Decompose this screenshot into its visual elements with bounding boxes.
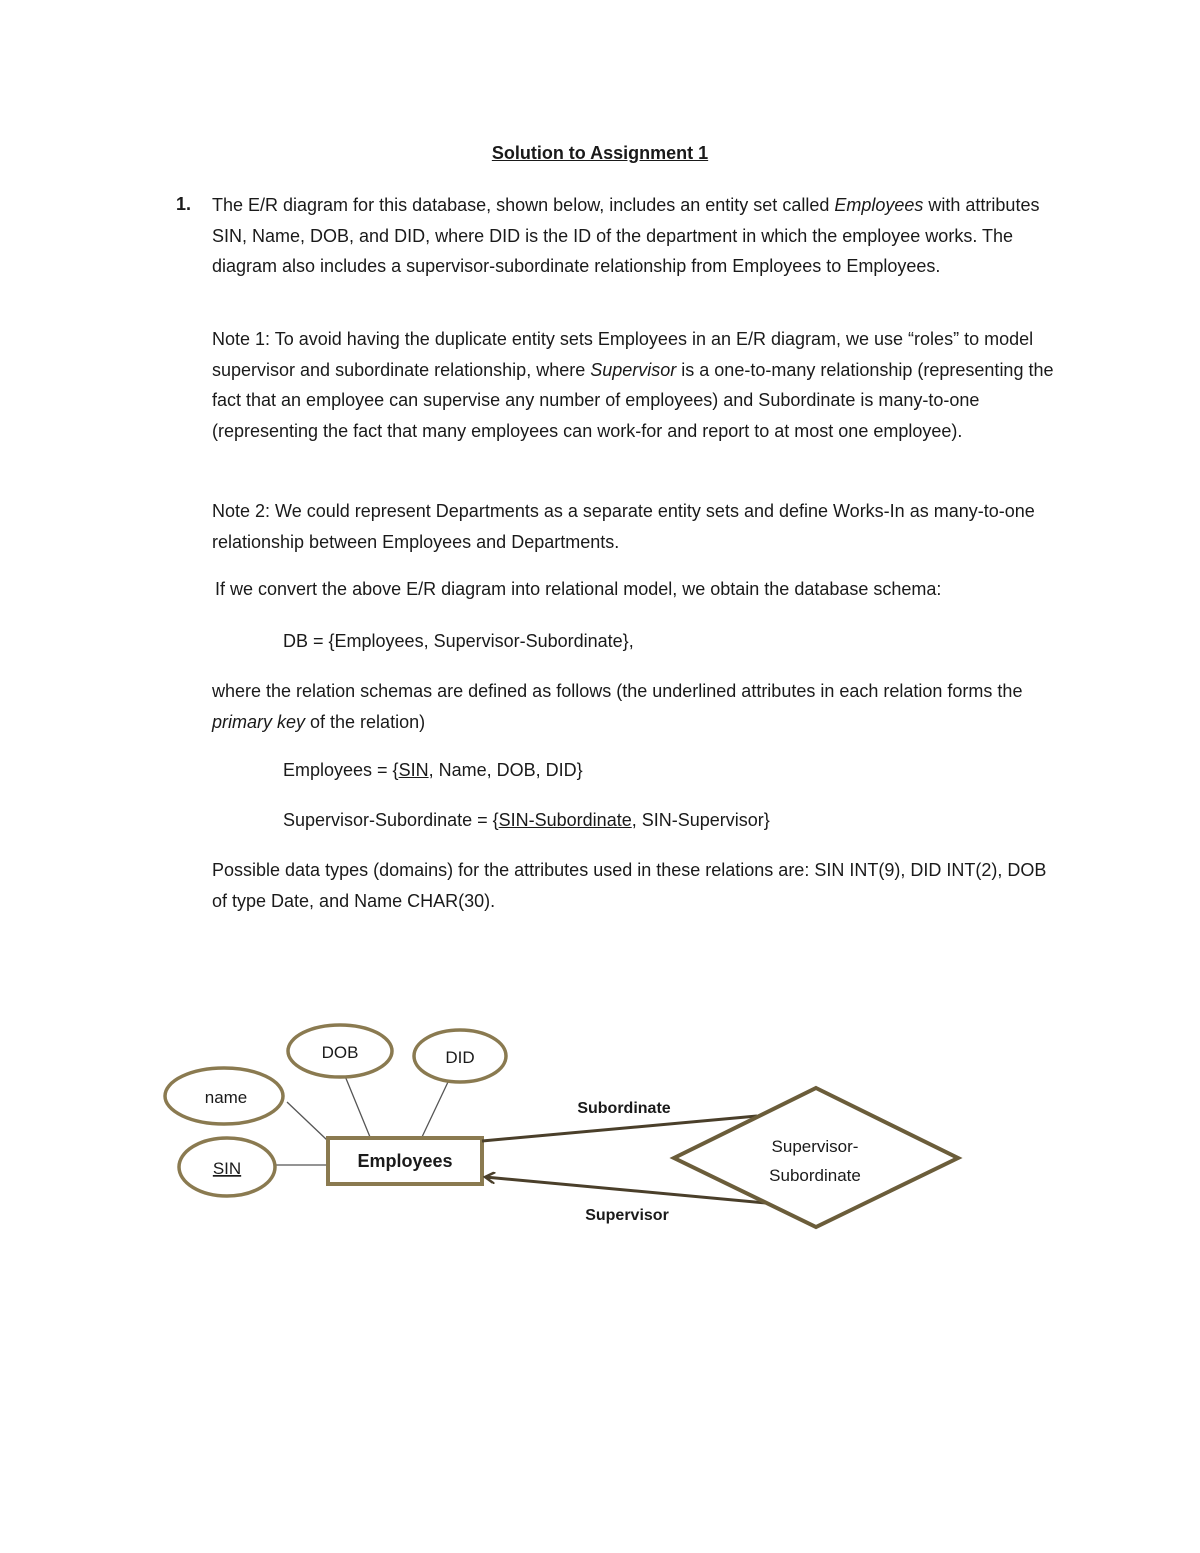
note-2: Note 2: We could represent Departments as a separate entity sets and define Works-In as many-to-one relationship between Employees and Departments. [212, 501, 1035, 552]
connector-did [422, 1082, 448, 1137]
data-types-paragraph: Possible data types (domains) for the attributes used in these relations are: SIN INT(9), DID INT(2), DOB of type Date, and Name CHAR(30). [212, 860, 1047, 911]
note-text: Note 1: To avoid having the duplicate entity sets Employees in an E/R diagram, we use “roles” to model supervisor and subordinate relationship, where [212, 329, 1034, 380]
relation-schemas-intro [212, 676, 1062, 737]
attribute-did-label: DID [445, 1048, 475, 1067]
connector-dob [345, 1076, 370, 1137]
emphasis-employees: Employees [834, 195, 924, 215]
relationship-label-line2: Subordinate [769, 1166, 861, 1185]
employees-schema [283, 760, 583, 781]
attribute-dob-label: DOB [321, 1043, 359, 1062]
note-1 [212, 324, 1062, 446]
intro-text: where the relation schemas are defined as follows (the underlined attributes in each relation forms the [212, 681, 1023, 701]
role-subordinate-label: Subordinate [577, 1100, 671, 1117]
schema-rest: , SIN-Supervisor} [631, 810, 770, 830]
paragraph-text: with attributes SIN, Name, DOB, and DID, where DID is the ID of the department in which the employee works. The diagram also includes a supervisor-subordinate relationship from Employees to Employees. [212, 195, 1040, 276]
connector-name [287, 1102, 327, 1140]
attribute-name-label: name [204, 1088, 248, 1107]
schema-prefix: Supervisor-Subordinate = { [283, 810, 499, 830]
note-text: is a one-to-many relationship (representing the fact that an employee can supervise any number of employees) and Subordinate is many-to-one (representing the fact that many employees can work-for and report to at most one employee). [212, 359, 1054, 441]
primary-key-attribute: SIN-Subordinate [498, 810, 632, 830]
relationship-diamond [674, 1088, 958, 1227]
emphasis-supervisor: Supervisor [590, 359, 677, 380]
db-schema: DB = {Employees, Supervisor-Subordinate}, [283, 631, 634, 651]
paragraph-text: The E/R diagram for this database, shown below, includes an entity set called [212, 195, 835, 215]
role-supervisor-label: Supervisor [585, 1207, 669, 1224]
primary-key-attribute: SIN [398, 760, 429, 780]
attribute-sin-label: SIN [212, 1159, 242, 1178]
paragraph-er-description [212, 190, 1062, 282]
item-number: 1. [176, 194, 192, 214]
convert-sentence: If we convert the above E/R diagram into relational model, we obtain the database schema: [215, 579, 942, 599]
schema-rest: , Name, DOB, DID} [428, 760, 583, 780]
schema-prefix: Employees = { [283, 760, 399, 780]
entity-employees-label: Employees [357, 1151, 453, 1171]
intro-text: of the relation) [305, 711, 426, 732]
page-title: Solution to Assignment 1 [491, 143, 709, 163]
relationship-label-line1: Supervisor- [771, 1137, 859, 1156]
emphasis-primary-key: primary key [212, 711, 306, 732]
supervisor-subordinate-schema [283, 810, 770, 831]
